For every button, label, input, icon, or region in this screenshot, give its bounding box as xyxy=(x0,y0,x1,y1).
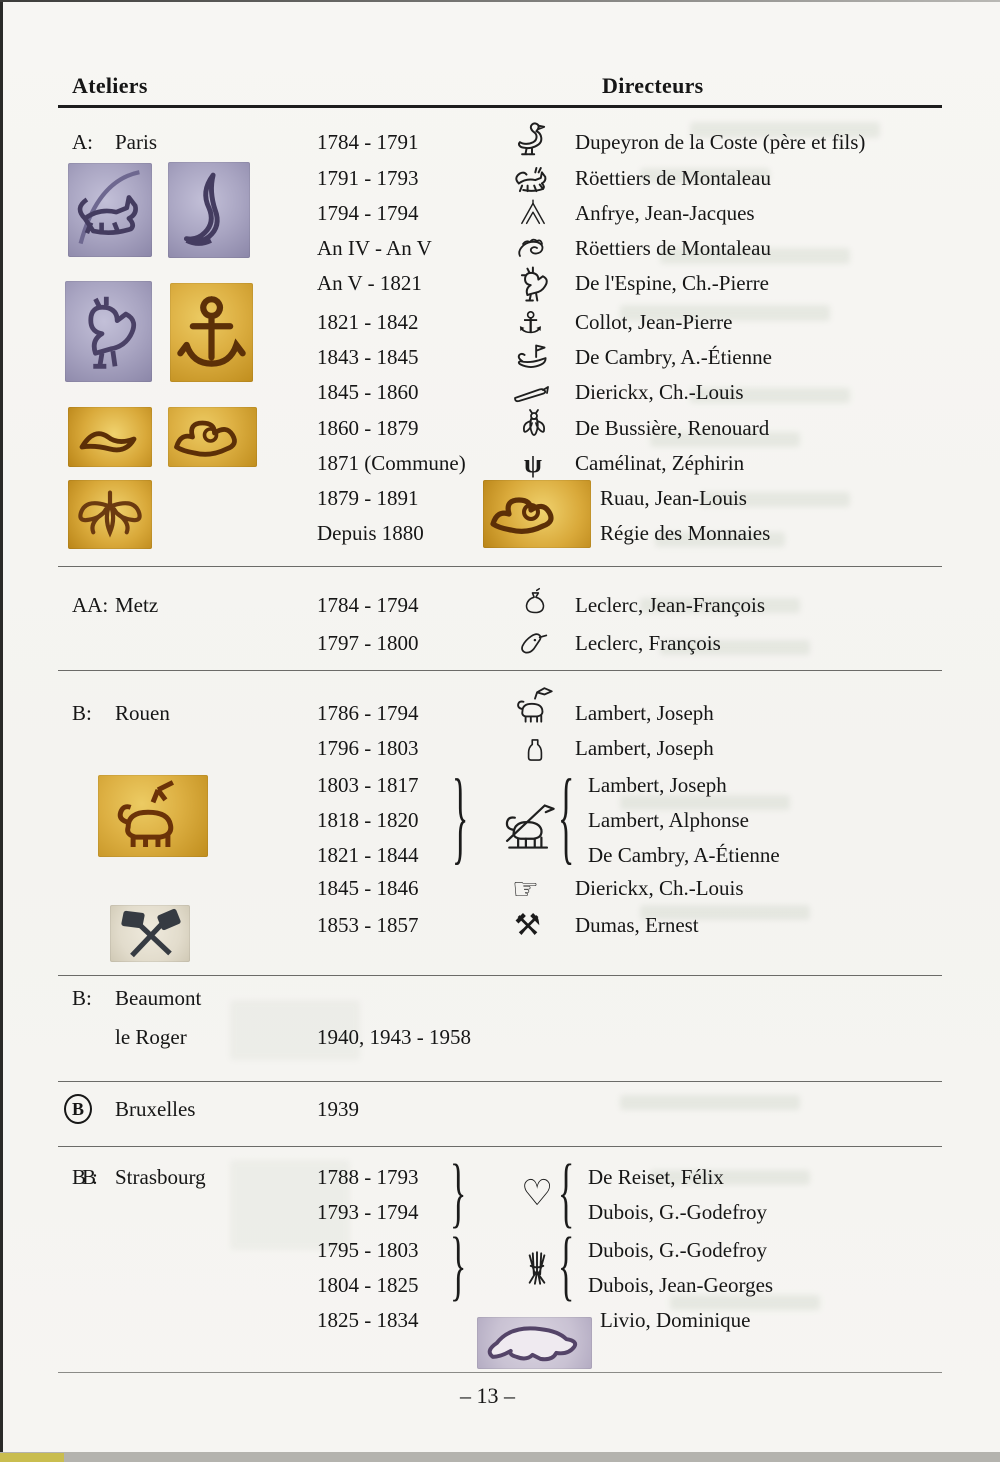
date-range: 1871 (Commune) xyxy=(317,451,466,475)
photo-beaver-mark-coin xyxy=(477,1317,592,1369)
swan-flag-mark-icon xyxy=(511,335,555,377)
date-range: 1791 - 1793 xyxy=(317,166,419,190)
atelier-city: Strasbourg xyxy=(115,1165,206,1189)
atelier-city: Rouen xyxy=(115,701,170,725)
date-range: 1784 - 1791 xyxy=(317,130,419,154)
date-range: 1784 - 1794 xyxy=(317,593,419,617)
section-divider xyxy=(58,975,942,976)
pointing-hand-mark-icon: ☞ xyxy=(512,872,539,907)
director-name: Livio, Dominique xyxy=(600,1308,751,1332)
director-name: Dubois, G.-Godefroy xyxy=(588,1238,768,1262)
date-range: 1939 xyxy=(317,1097,359,1121)
director-name: Dumas, Ernest xyxy=(575,913,699,937)
director-name: De Cambry, A.-Étienne xyxy=(575,345,772,369)
money-bag-mark-icon xyxy=(518,586,552,622)
page-number: – 13 – xyxy=(460,1383,515,1408)
atelier-letter: A: xyxy=(72,130,93,154)
fox-mark-icon xyxy=(510,157,554,201)
section-divider xyxy=(58,566,942,567)
date-range: 1804 - 1825 xyxy=(317,1273,419,1297)
date-range: 1853 - 1857 xyxy=(317,913,419,937)
group-brace-right: } xyxy=(452,761,469,876)
circled-b-letter xyxy=(64,1094,92,1124)
photo-anchor-mark-coin xyxy=(170,283,253,382)
director-name: Anfrye, Jean-Jacques xyxy=(575,201,755,225)
director-name: Lambert, Joseph xyxy=(588,773,727,797)
director-name: Dierickx, Ch.-Louis xyxy=(575,380,744,404)
sheaf-mark-icon xyxy=(516,1245,558,1291)
director-name: Camélinat, Zéphirin xyxy=(575,451,745,475)
director-name: De l'Espine, Ch.-Pierre xyxy=(575,271,769,295)
director-name: Dupeyron de la Coste (père et fils) xyxy=(575,130,866,154)
photo-small-mark-coin xyxy=(68,407,152,467)
date-range: 1825 - 1834 xyxy=(317,1308,419,1332)
director-name: Röettiers de Montaleau xyxy=(575,166,771,190)
director-name: Lambert, Alphonse xyxy=(588,808,749,832)
scan-edge-top xyxy=(0,0,1000,2)
column-header-directeurs: Directeurs xyxy=(602,73,704,98)
header-rule xyxy=(58,105,942,108)
director-name: Lambert, Joseph xyxy=(575,701,714,725)
rooster-mark-icon xyxy=(512,261,556,307)
circled-b-text: B xyxy=(71,1098,84,1119)
photo-lamb-mark-coin xyxy=(98,775,208,857)
director-name: Dierickx, Ch.-Louis xyxy=(575,876,744,900)
atelier-city: Paris xyxy=(115,130,157,154)
photo-rooster-mark-coin xyxy=(65,281,152,382)
director-name: Dubois, Jean-Georges xyxy=(588,1273,774,1297)
date-range: 1879 - 1891 xyxy=(317,486,419,510)
atelier-letter: BB: xyxy=(72,1165,94,1189)
scan-edge-corner xyxy=(0,1453,64,1462)
showthrough-smudge xyxy=(620,1095,800,1110)
date-range: 1860 - 1879 xyxy=(317,416,419,440)
group-brace-left: { xyxy=(558,1151,575,1237)
director-name: Röettiers de Montaleau xyxy=(575,236,771,260)
date-range: 1845 - 1846 xyxy=(317,876,419,900)
director-name: Lambert, Joseph xyxy=(575,736,714,760)
atelier-letter: B: xyxy=(72,986,92,1010)
bottle-mark-icon xyxy=(524,737,546,763)
director-name: Leclerc, François xyxy=(575,631,721,655)
footer-rule xyxy=(58,1372,942,1373)
tent-mark-icon xyxy=(516,197,550,229)
column-header-ateliers: Ateliers xyxy=(72,73,148,98)
atelier-city: Beaumont xyxy=(115,986,202,1010)
whale-mark-icon xyxy=(508,374,556,410)
date-range: An V - 1821 xyxy=(317,271,422,295)
date-range: 1843 - 1845 xyxy=(317,345,419,369)
atelier-letter: B: xyxy=(72,701,92,725)
atelier-city: Metz xyxy=(115,593,159,617)
director-name: De Cambry, A-Étienne xyxy=(588,843,780,867)
date-range: Depuis 1880 xyxy=(317,521,424,545)
date-range: 1796 - 1803 xyxy=(317,736,419,760)
director-name: De Bussière, Renouard xyxy=(575,416,770,440)
paschal-lamb-large-mark-icon xyxy=(496,790,558,852)
date-range: 1940, 1943 - 1958 xyxy=(317,1025,471,1049)
bee-mark-icon xyxy=(514,406,554,450)
photo-cornucopia-mark-coin xyxy=(168,162,250,258)
director-name: Leclerc, Jean-François xyxy=(575,593,766,617)
date-range: 1803 - 1817 xyxy=(317,773,419,797)
director-name: Collot, Jean-Pierre xyxy=(575,310,733,334)
photo-hammers-mark-coin xyxy=(110,905,190,962)
director-name: De Reiset, Félix xyxy=(588,1165,724,1189)
atelier-letter: AA: xyxy=(72,593,109,617)
photo-fasces-mark-coin xyxy=(168,407,257,467)
group-brace-right: } xyxy=(450,1224,467,1310)
section-divider xyxy=(58,1081,942,1082)
group-brace-right: } xyxy=(450,1151,467,1237)
director-name: Régie des Monnaies xyxy=(600,521,771,545)
date-range: 1794 - 1794 xyxy=(317,201,419,225)
director-name: Dubois, G.-Godefroy xyxy=(588,1200,768,1224)
director-name: Ruau, Jean-Louis xyxy=(600,486,747,510)
group-brace-left: { xyxy=(558,761,575,876)
date-range: 1818 - 1820 xyxy=(317,808,419,832)
dolphin-head-mark-icon xyxy=(514,624,552,662)
date-range: 1821 - 1844 xyxy=(317,843,419,867)
duck-mark-icon xyxy=(510,118,554,162)
crossed-hammers-mark-icon: ⚒ xyxy=(514,908,541,943)
date-range: An IV - An V xyxy=(317,236,432,260)
date-range: 1845 - 1860 xyxy=(317,380,419,404)
photo-wolf-mark-coin xyxy=(68,163,152,257)
date-range: 1797 - 1800 xyxy=(317,631,419,655)
photo-fasces-mark xyxy=(483,480,591,548)
photo-bee-mark-coin xyxy=(68,480,152,549)
atelier-city-line2: le Roger xyxy=(115,1025,187,1049)
scan-edge-bottom xyxy=(0,1452,1000,1462)
group-brace-left: { xyxy=(558,1224,575,1310)
section-divider xyxy=(58,670,942,671)
date-range: 1788 - 1793 xyxy=(317,1165,419,1189)
section-divider xyxy=(58,1146,942,1147)
scan-edge-left xyxy=(0,0,3,1462)
paschal-lamb-mark-icon xyxy=(512,684,558,730)
trident-mark-icon: ψ xyxy=(524,449,542,478)
date-range: 1821 - 1842 xyxy=(317,310,419,334)
date-range: 1786 - 1794 xyxy=(317,701,419,725)
date-range: 1795 - 1803 xyxy=(317,1238,419,1262)
atelier-city: Bruxelles xyxy=(115,1097,196,1121)
date-range: 1793 - 1794 xyxy=(317,1200,419,1224)
anchor-mark-icon: ⚓ xyxy=(517,306,544,341)
heart-mark-icon: ♡ xyxy=(521,1173,554,1214)
